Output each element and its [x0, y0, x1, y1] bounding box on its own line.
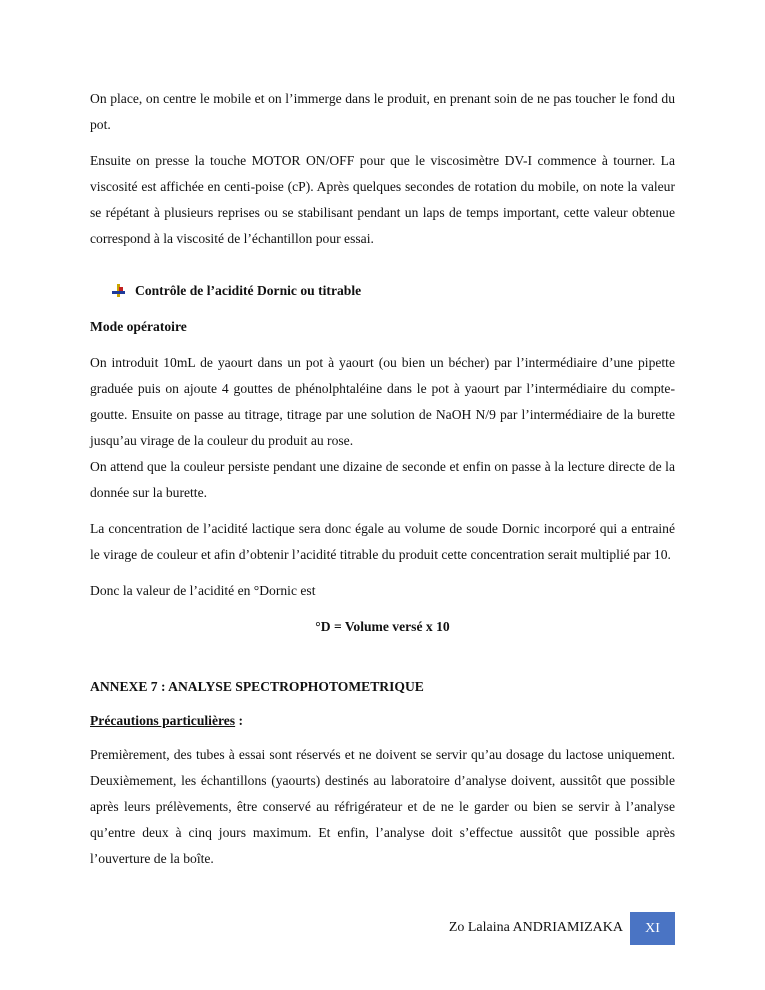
paragraph-titration: On introduit 10mL de yaourt dans un pot à yaourt (ou bien un bécher) par l’intermédiaire d’une pipette graduée puis on ajoute 4 gouttes de phénolphtaléine dans le pot à yaourt par l’intermédiaire du compte-goutte. Ensuite on passe au titrage, titrage par une solution de NaOH N/9 par l’intermédiaire de la burette jusqu’au virage de la couleur du produit au rose.: [90, 355, 675, 448]
annex-heading: ANNEXE 7 : ANALYSE SPECTROPHOTOMETRIQUE: [90, 679, 424, 694]
precautions-heading: [90, 708, 675, 734]
precautions-label: Précautions particulières: [90, 713, 236, 728]
paragraph-viscosity: Ensuite on presse la touche MOTOR ON/OFF pour que le viscosimètre DV-I commence à tourner. La viscosité est affichée en centi-poise (cP). Après quelques secondes de rotation du mobile, on note la valeur se répétant à plusieurs reprises ou se stabilisant pendant un laps de temps important, cette valeur obtenue correspond à la viscosité de l’échantillon pour essai.: [90, 153, 675, 246]
page-footer: [0, 912, 675, 945]
footer-author: Zo Lalaina ANDRIAMIZAKA: [448, 920, 623, 935]
formula: °D = Volume versé x 10: [315, 619, 450, 634]
mode-operatoire-heading: Mode opératoire: [90, 319, 187, 334]
paragraph-dornic-value: Donc la valeur de l’acidité en °Dornic est: [90, 583, 316, 598]
paragraph-concentration: La concentration de l’acidité lactique sera donc égale au volume de soude Dornic incorporé qui a entrainé le virage de couleur et afin d’obtenir l’acidité titrable du produit cette concentration serait multiplié par 10.: [90, 521, 675, 562]
precautions-colon: :: [235, 713, 244, 728]
paragraph-reading: On attend que la couleur persiste pendant une dizaine de seconde et enfin on passe à la lecture directe de la donnée sur la burette.: [90, 459, 675, 500]
page-number-badge: XI: [630, 912, 675, 945]
paragraph-immersion: On place, on centre le mobile et on l’immerge dans le produit, en prenant soin de ne pas toucher le fond du pot.: [90, 91, 675, 132]
section-heading-acidity: [90, 278, 675, 304]
document-page: [90, 86, 675, 872]
section-heading-text: Contrôle de l’acidité Dornic ou titrable: [135, 283, 362, 298]
bullet-icon: [112, 284, 126, 298]
paragraph-precautions: Premièrement, des tubes à essai sont réservés et ne doivent se servir qu’au dosage du lactose uniquement. Deuxièmement, les échantillons (yaourts) destinés au laboratoire d’analyse doivent, aussitôt que possible après leurs prélèvements, être conservé au réfrigérateur et de ne le garder ou bien se servir à l’analyse qu’entre deux à cinq jours maximum. Et enfin, l’analyse doit s’effectue aussitôt que possible après l’ouverture de la boîte.: [90, 747, 675, 866]
